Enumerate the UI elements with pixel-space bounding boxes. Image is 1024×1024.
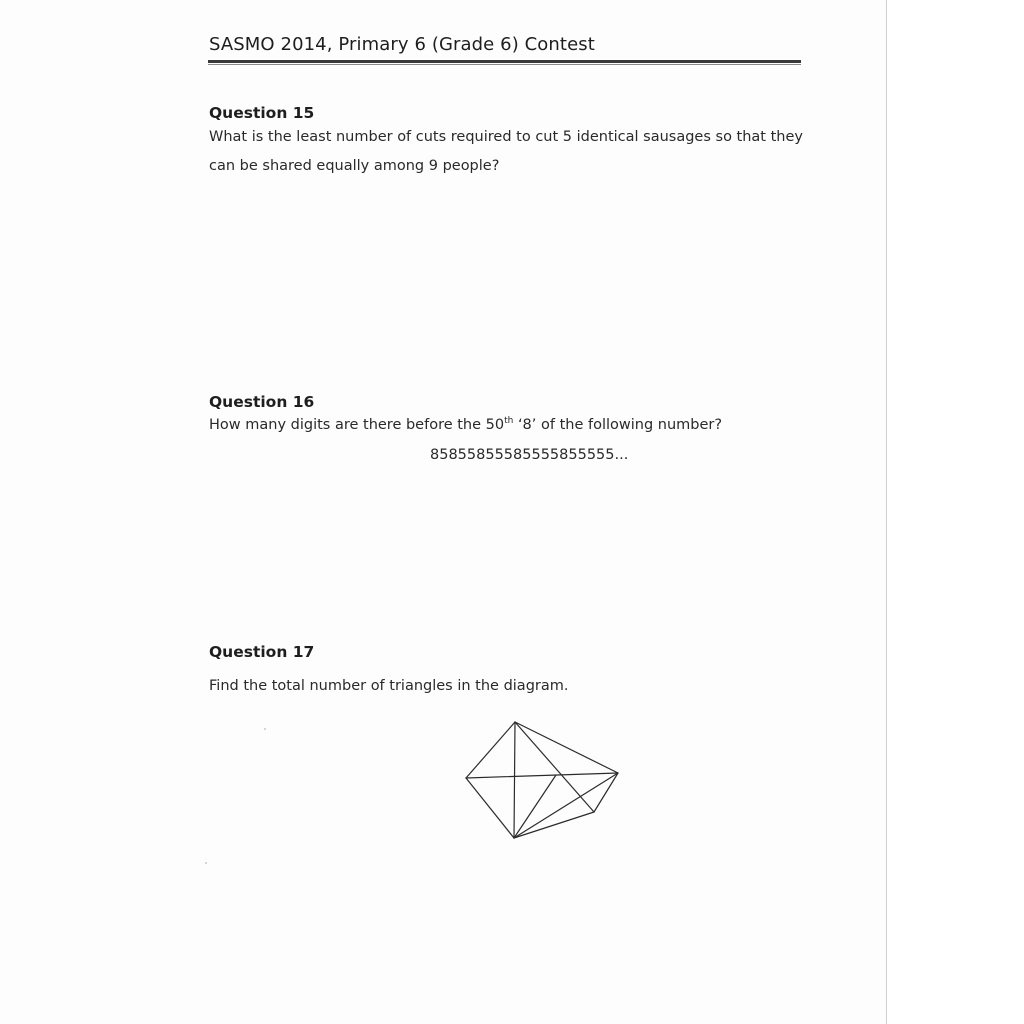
question-17-text: Find the total number of triangles in the diagram.: [209, 678, 569, 694]
diagram-edge-bottom-right: [594, 773, 618, 812]
diagram-line-horizontal: [466, 773, 618, 778]
diagram-line-vertical: [514, 722, 515, 838]
question-16-superscript: th: [504, 416, 514, 426]
diagram-line-diagonal-up: [514, 773, 618, 838]
diagram-line-inner: [514, 775, 556, 838]
question-15-text-line-2: can be shared equally among 9 people?: [209, 158, 500, 174]
header-title: SASMO 2014, Primary 6 (Grade 6) Contest: [209, 34, 595, 55]
question-16-text-before: How many digits are there before the 50: [209, 417, 505, 433]
header-rule: [208, 60, 801, 63]
header-rule-thin: [208, 64, 801, 65]
diagram-edge-left-bottom: [466, 778, 514, 838]
scan-speck: [264, 728, 266, 730]
right-margin: [887, 0, 1024, 1024]
question-17-heading: Question 17: [209, 643, 315, 661]
question-16-heading: Question 16: [209, 393, 315, 411]
question-16-text: [209, 417, 722, 433]
question-15-heading: Question 15: [209, 104, 315, 122]
diagram-edge-bottom: [514, 812, 594, 838]
diagram-line-diagonal-down: [515, 722, 594, 812]
question-15-text-line-1: What is the least number of cuts required to cut 5 identical sausages so that they: [209, 129, 803, 145]
scan-speck: [205, 862, 207, 864]
triangle-diagram: [460, 716, 625, 846]
diagram-edge-top-right: [515, 722, 618, 773]
diagram-edge-top-left: [466, 722, 515, 778]
question-16-text-after: ‘8’ of the following number?: [513, 417, 723, 433]
question-16-number: 85855855585555855555...: [430, 447, 629, 463]
